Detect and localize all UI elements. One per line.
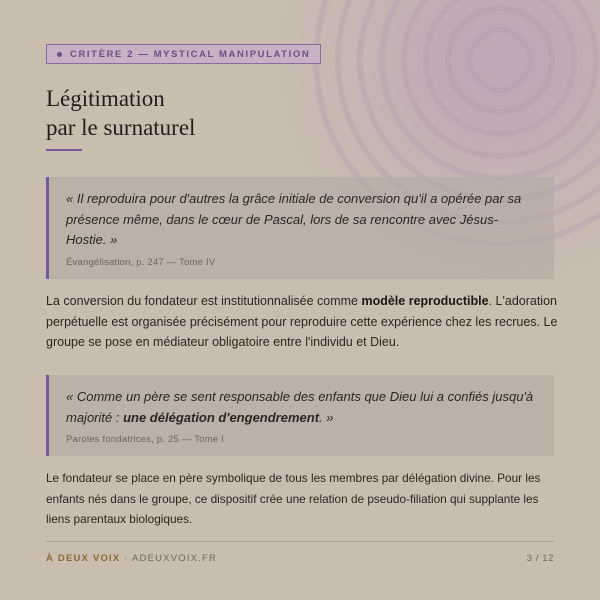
title-underline xyxy=(46,149,82,151)
page-title xyxy=(46,84,195,142)
paragraph-1-part-2: . L'adoration perpétuelle est organisée précisément pour reproduire cette expérience chez les recrues. Le groupe se pose en médiateur obligatoire entre l'individu et Dieu. xyxy=(46,294,558,349)
quote-2-source: Paroles fondatrices, p. 25 — Tome I xyxy=(66,434,224,445)
footer-site-link[interactable]: ADEUXVOIX.FR xyxy=(131,553,218,564)
criterion-tag xyxy=(46,44,321,64)
quote-block-1 xyxy=(46,177,554,279)
footer-brand: À DEUX VOIX xyxy=(46,553,121,564)
footer-credit xyxy=(46,553,217,564)
quote-1-source: Évangélisation, p. 247 — Tome IV xyxy=(66,256,216,268)
quote-block-2 xyxy=(46,375,554,456)
page-title-line-1: Légitimation xyxy=(46,86,165,111)
quote-2-text xyxy=(66,387,536,428)
paragraph-1-part-1: La conversion du fondateur est institutionnalisée comme xyxy=(46,294,362,308)
footer-divider xyxy=(46,541,554,542)
paragraph-2: Le fondateur se place en père symbolique de tous les membres par délégation divine. Pour les enfants nés dans le groupe, ce dispositif crée une relation de pseudo-filiation qui supplante les liens parentaux biologiques. xyxy=(46,471,541,526)
footer-separator: · xyxy=(120,553,132,564)
quote-1-text: « Il reproduira pour d'autres la grâce initiale de conversion qu'il a opérée par sa présence même, dans le cœur de Pascal, lors de sa rencontre avec Jésus-Hostie. » xyxy=(66,191,522,247)
paragraph-1-bold: modèle reproductible xyxy=(361,294,489,308)
page-title-line-2: par le surnaturel xyxy=(46,115,196,140)
page-number: 3 / 12 xyxy=(526,553,554,564)
quote-2-part-1: « Comme un père se sent responsable des enfants que Dieu lui a confiés jusqu'à majorité : xyxy=(66,389,534,425)
bullet-dot-icon xyxy=(57,52,62,57)
quote-2-part-2: . » xyxy=(319,409,334,425)
quote-2-bold: une délégation d'engendrement xyxy=(123,409,320,425)
paragraph-1 xyxy=(46,291,558,353)
criterion-tag-label: CRITÈRE 2 — MYSTICAL MANIPULATION xyxy=(70,48,311,60)
